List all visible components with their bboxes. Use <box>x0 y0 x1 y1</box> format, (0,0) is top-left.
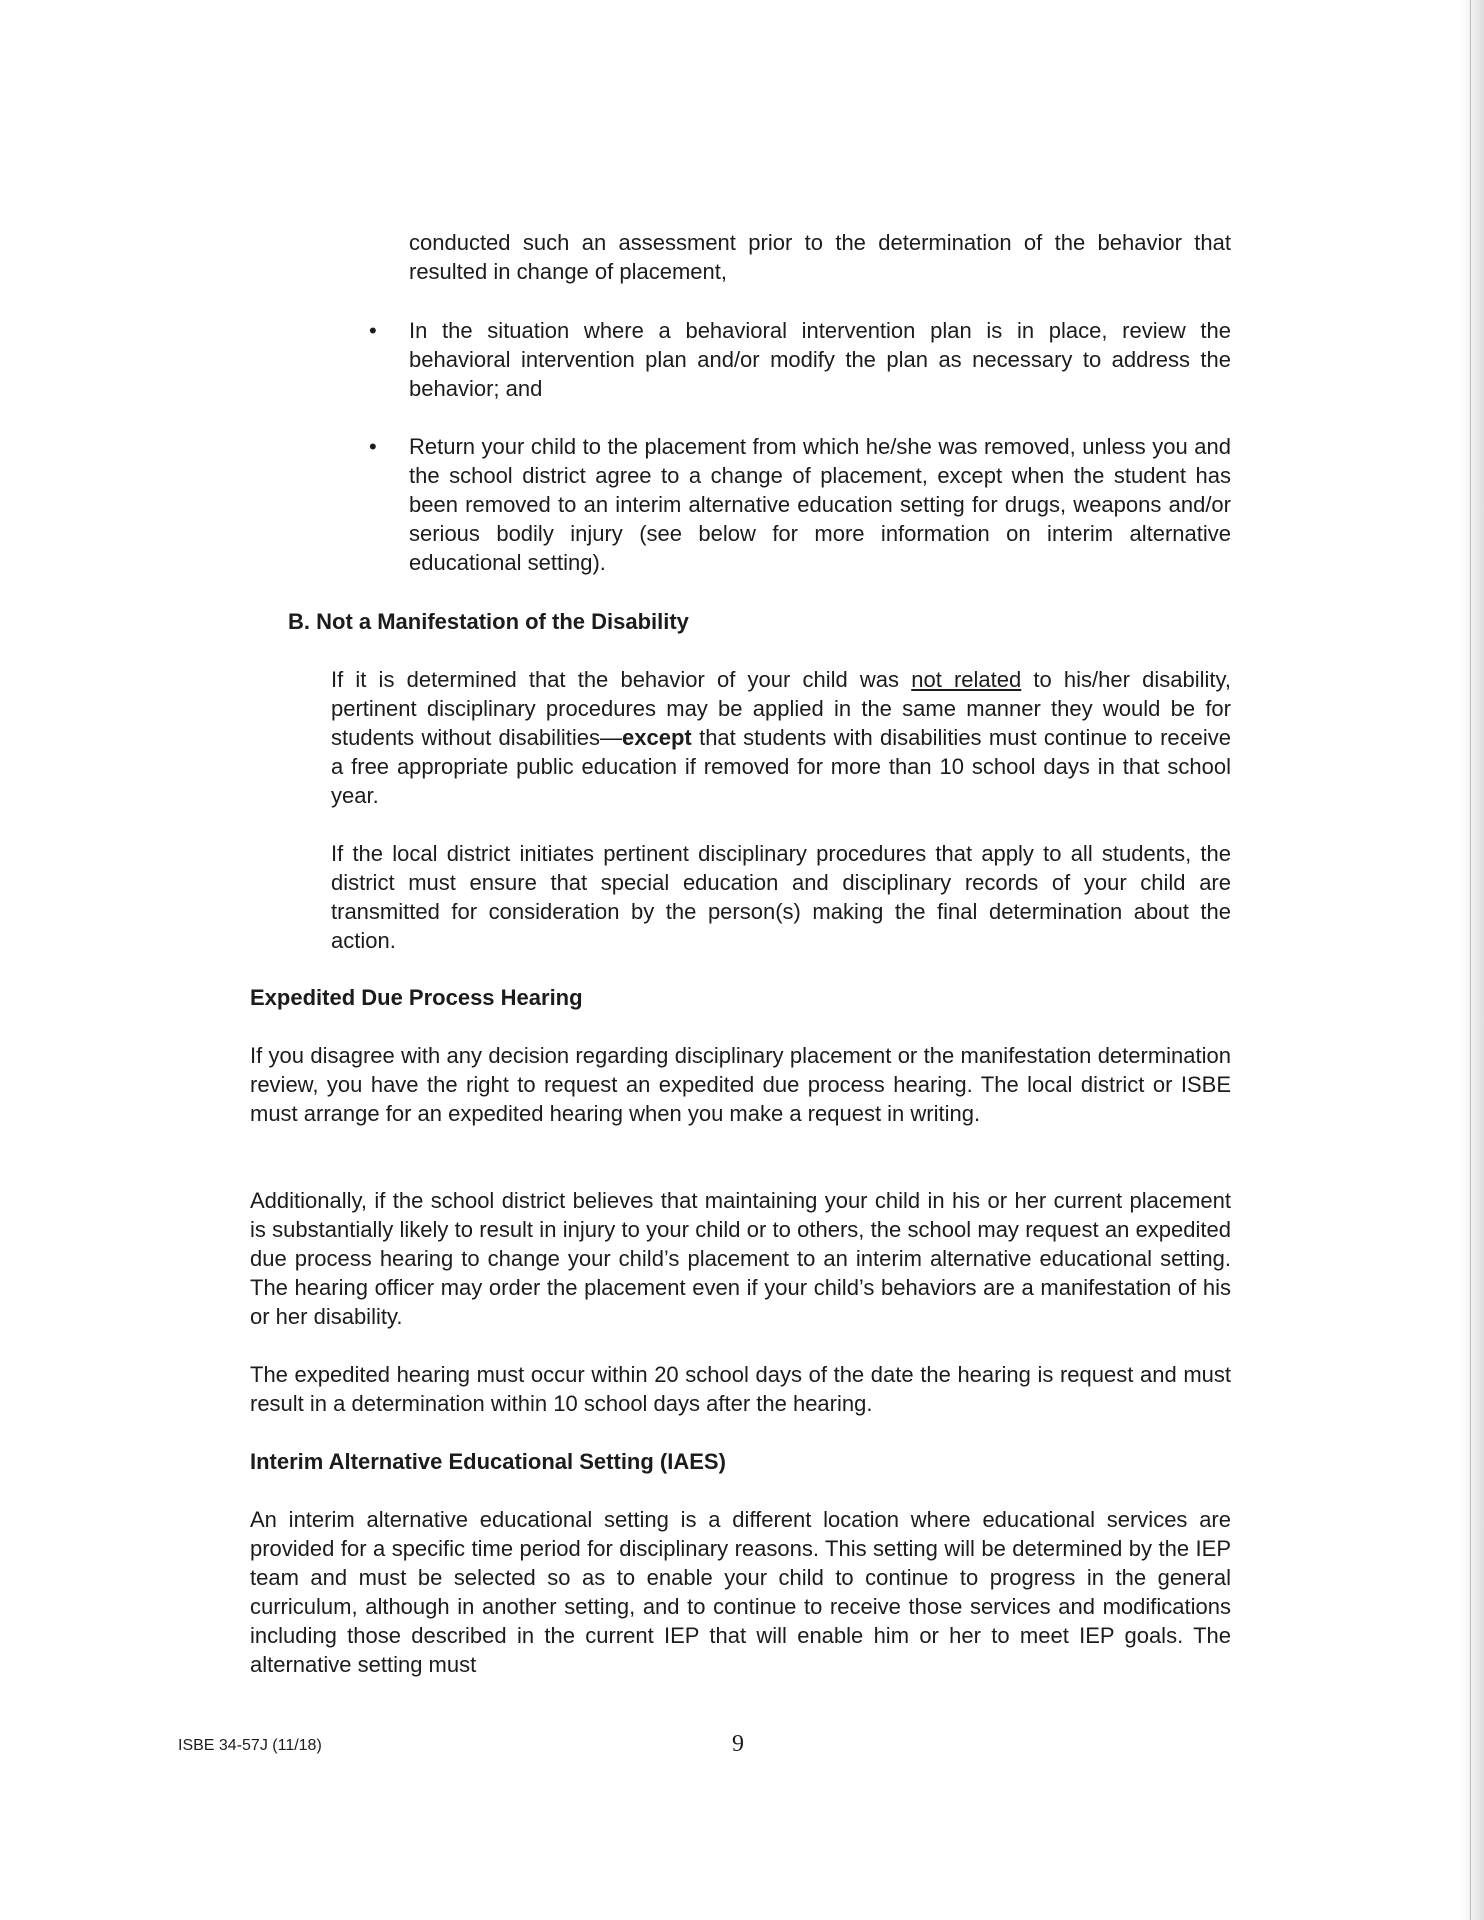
section-b-paragraph-2: If the local district initiates pertinent disciplinary procedures that apply to all students, the district must ensure that special education and disciplinary records of your child are transmitted for consideration by the person(s) making the final determination about the action. <box>331 841 1231 953</box>
bullet-icon: • <box>369 318 377 343</box>
page-number: 9 <box>732 1731 744 1757</box>
bullet-icon: • <box>369 434 377 459</box>
section-b-paragraph-1: If it is determined that the behavior of your child was not related to his/her disability, pertinent disciplinary procedures may be applied in the same manner they would be for students without disabilities—except that students with disabilities must continue to receive a free appropriate public education if removed for more than 10 school days in that school year. <box>331 667 1231 808</box>
form-id: ISBE 34-57J (11/18) <box>178 1737 322 1754</box>
bullet-item: • Return your child to the placement from which he/she was removed, unless you and the school district agree to a change of placement, except when the student has been removed to an interim alternative education setting for drugs, weapons and/or serious bodily injury (see below for more information on interim alternative educational setting). <box>369 434 1231 575</box>
underlined-phrase: not related <box>911 667 1022 692</box>
continuation-text: conducted such an assessment prior to the determination of the behavior that resulted in change of placement, <box>409 230 1231 284</box>
expedited-paragraph-2: Additionally, if the school district believes that maintaining your child in his or her current placement is substantially likely to result in injury to your child or to others, the school may request an expedited due process hearing to change your child’s placement to an interim alternative educational setting. The hearing officer may order the placement even if your child’s behaviors are a manifestation of his or her disability. <box>250 1188 1231 1329</box>
iaes-heading: Interim Alternative Educational Setting (IAES) <box>250 1449 726 1474</box>
iaes-paragraph-1: An interim alternative educational setting is a different location where educational services are provided for a specific time period for disciplinary reasons. This setting will be determined by the IEP team and must be selected so as to enable your child to continue to progress in the general curriculum, although in another setting, and to continue to receive those services and modifications including those described in the current IEP that will enable him or her to meet IEP goals. The alternative setting must <box>250 1507 1231 1677</box>
bold-phrase: except <box>622 725 692 750</box>
expedited-paragraph-1: If you disagree with any decision regarding disciplinary placement or the manifestation determination review, you have the right to request an expedited due process hearing. The local district or ISBE must arrange for an expedited hearing when you make a request in writing. <box>250 1043 1231 1126</box>
section-b-heading: B. Not a Manifestation of the Disability <box>288 609 689 634</box>
expedited-heading: Expedited Due Process Hearing <box>250 985 583 1010</box>
scan-edge <box>1462 0 1484 1920</box>
bullet-item: • In the situation where a behavioral intervention plan is in place, review the behavioral intervention plan and/or modify the plan as necessary to address the behavior; and <box>369 318 1231 401</box>
expedited-paragraph-3: The expedited hearing must occur within 20 school days of the date the hearing is request and must result in a determination within 10 school days after the hearing. <box>250 1362 1231 1416</box>
